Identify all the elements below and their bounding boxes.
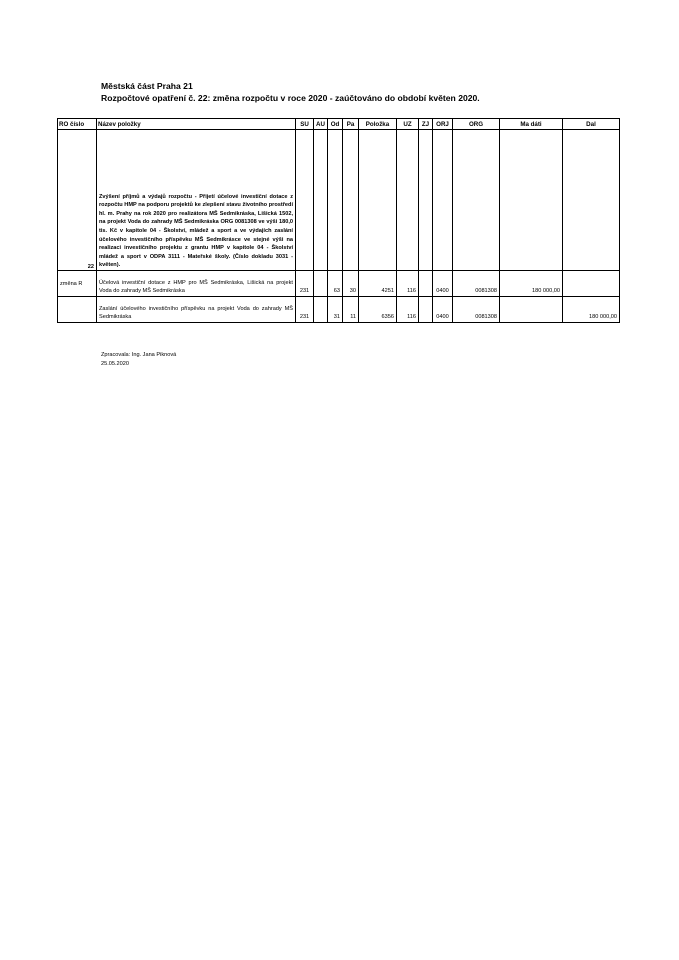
column-header-su: SU: [296, 119, 314, 130]
row-org: 0081308: [453, 271, 500, 297]
description-row: [58, 130, 620, 271]
empty-cell: [397, 130, 419, 271]
row-ro: změna R: [58, 271, 97, 297]
row-pa: 11: [343, 297, 359, 323]
document-title: Rozpočtové opatření č. 22: změna rozpočtu v roce 2020 - zaúčtováno do období květen 2020.: [101, 93, 480, 103]
empty-cell: [453, 130, 500, 271]
column-header-au: AU: [314, 119, 328, 130]
organization-name: Městská část Praha 21: [101, 81, 193, 91]
row-polozka: 6356: [359, 297, 397, 323]
row-name: Zaslání účelového investičního příspěvku na projekt Voda do zahrady MŠ Sedmikráska: [97, 297, 296, 323]
row-uz: 116: [397, 271, 419, 297]
row-pa: 30: [343, 271, 359, 297]
column-header-ma-dati: Ma dáti: [500, 119, 563, 130]
row-ma-dati: [500, 297, 563, 323]
column-header-ro: RO číslo: [58, 119, 97, 130]
document-header: [101, 80, 480, 104]
row-dal: 180 000,00: [563, 297, 620, 323]
column-header-dal: Dal: [563, 119, 620, 130]
row-dal: [563, 271, 620, 297]
table-header-row: [58, 119, 620, 130]
row-name: Účelová investiční dotace z HMP pro MŠ Sedmikráska, Lišická na projekt Voda do zahrady MŠ Sedmikráska: [97, 271, 296, 297]
prepared-by: Zpracovala: Ing. Jana Piknová: [101, 352, 177, 358]
empty-cell: [296, 130, 314, 271]
measure-description: Zvýšení příjmů a výdajů rozpočtu - Přijetí účelové investiční dotace z rozpočtu HMP na podporu projektů ke zlepšení stavu životního prostředí hl. m. Prahy na rok 2020 pro realizátora MŠ Sedmikráska, Lišická 1502, na projekt Voda do zahrady MŠ Sedmikráska ORG 0081308 ve výši 180,0 tis. Kč v kapitole 04 - Školství, mládež a sport a ve výdajích zaslání účelového investičního příspěvku MŠ Sedmikrásce ve stejné výši na realizaci investičního projektu z grantu HMP v kapitole 04 - Školství mládež a sport v ODPA 3111 - Mateřské školy. (Číslo dokladu 3031 - květen).: [97, 130, 296, 271]
row-od: 31: [328, 297, 343, 323]
document-date: 25.05.2020: [101, 361, 129, 367]
table-row: [58, 271, 620, 297]
row-au: [314, 271, 328, 297]
budget-table: [57, 118, 620, 323]
row-ro: [58, 297, 97, 323]
row-org: 0081308: [453, 297, 500, 323]
row-orj: 0400: [433, 271, 453, 297]
document-footer: [101, 351, 176, 369]
empty-cell: [500, 130, 563, 271]
empty-cell: [343, 130, 359, 271]
column-header-orj: ORJ: [433, 119, 453, 130]
row-orj: 0400: [433, 297, 453, 323]
ro-number: 22: [58, 130, 97, 271]
column-header-name: Název položky: [97, 119, 296, 130]
table-row: [58, 297, 620, 323]
empty-cell: [419, 130, 433, 271]
row-uz: 116: [397, 297, 419, 323]
row-od: 63: [328, 271, 343, 297]
column-header-zj: ZJ: [419, 119, 433, 130]
empty-cell: [563, 130, 620, 271]
empty-cell: [359, 130, 397, 271]
column-header-org: ORG: [453, 119, 500, 130]
column-header-od: Od: [328, 119, 343, 130]
empty-cell: [433, 130, 453, 271]
row-su: 231: [296, 271, 314, 297]
row-ma-dati: 180 000,00: [500, 271, 563, 297]
empty-cell: [314, 130, 328, 271]
row-su: 231: [296, 297, 314, 323]
column-header-polozka: Položka: [359, 119, 397, 130]
row-polozka: 4251: [359, 271, 397, 297]
empty-cell: [328, 130, 343, 271]
row-au: [314, 297, 328, 323]
row-zj: [419, 271, 433, 297]
column-header-pa: Pa: [343, 119, 359, 130]
column-header-uz: UZ: [397, 119, 419, 130]
row-zj: [419, 297, 433, 323]
